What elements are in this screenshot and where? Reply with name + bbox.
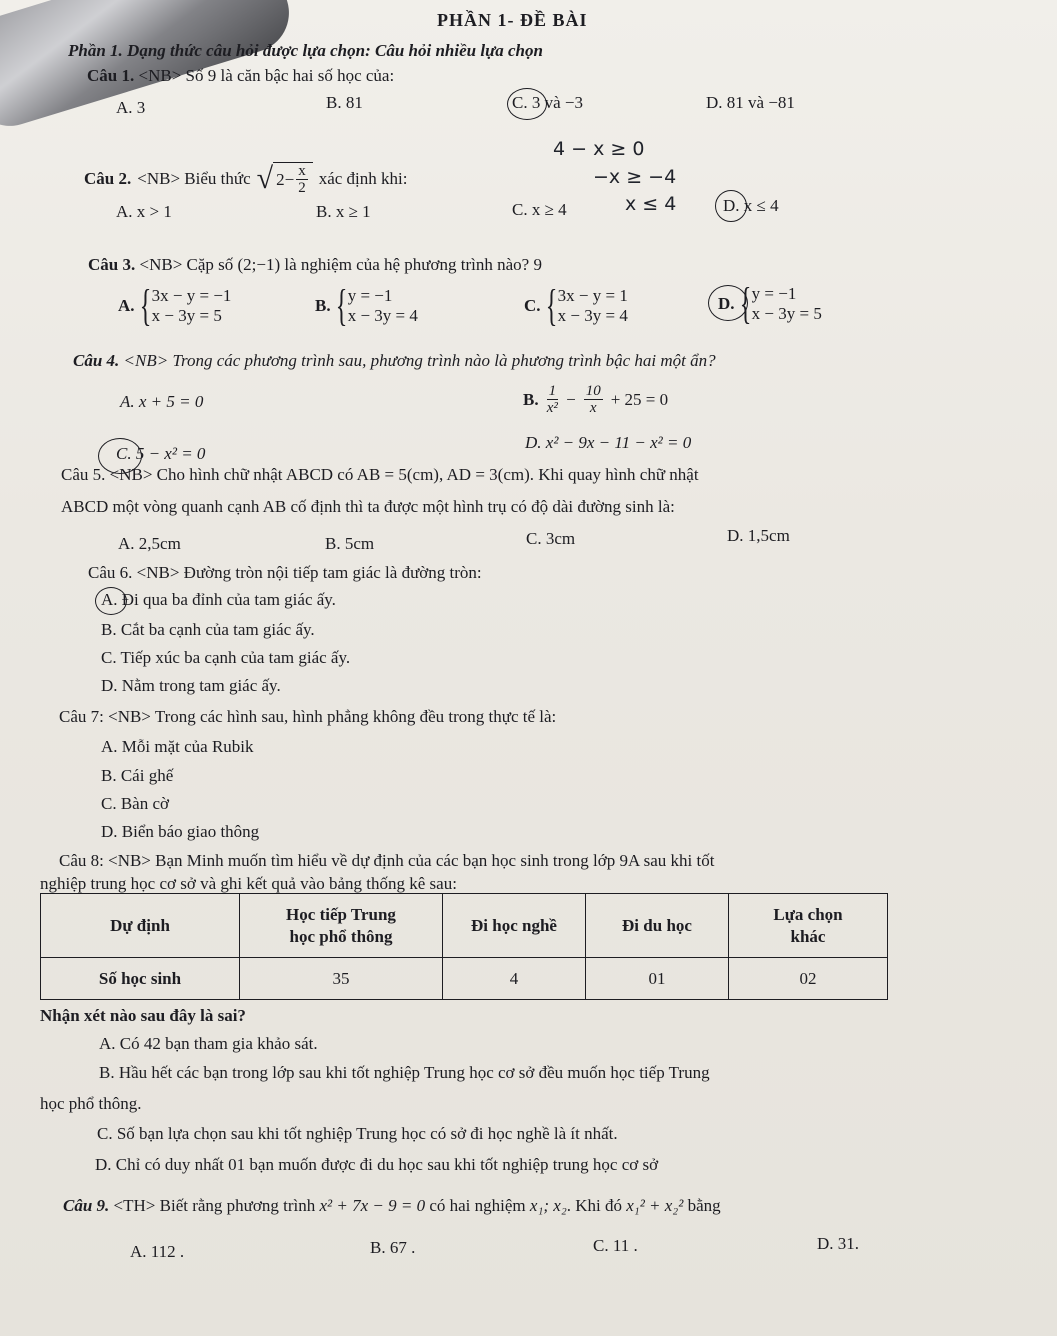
q4-option-b[interactable]: B. $\frac{1}{\text{x²}}$ − $\frac{10}{x}$ + 25 = 0 bbox=[523, 383, 669, 416]
table-cell: 02 bbox=[729, 958, 888, 1000]
q9-option-b[interactable]: B. 67 . bbox=[370, 1238, 416, 1257]
q2-option-b[interactable]: B. x ≥ 1 bbox=[316, 202, 371, 221]
q4-option-a[interactable]: A. x + 5 = 0 bbox=[120, 392, 204, 411]
q1-answer-circle bbox=[507, 88, 547, 120]
q8-option-c[interactable]: C. Số bạn lựa chọn sau khi tốt nghiệp Trung học có sở đi học nghề là ít nhất. bbox=[97, 1124, 618, 1143]
q9-option-d[interactable]: D. 31. bbox=[817, 1234, 860, 1253]
q1-option-c[interactable]: C. 3 và −3 bbox=[512, 93, 583, 112]
q8-stem-line1: Câu 8: <NB> Bạn Minh muốn tìm hiểu về dự định của các bạn học sinh trong lớp 9A sau khi tốt bbox=[59, 851, 715, 870]
q3-option-a[interactable]: A. { 3x − y = −1 x − 3y = 5 bbox=[118, 281, 232, 330]
q8-option-a[interactable]: A. Có 42 bạn tham gia khảo sát. bbox=[99, 1034, 318, 1053]
q4-option-c[interactable]: C. 5 − x² = 0 bbox=[116, 444, 206, 463]
q5-option-c[interactable]: C. 3cm bbox=[526, 529, 576, 548]
q8-option-d[interactable]: D. Chỉ có duy nhất 01 bạn muốn được đi du học sau khi tốt nghiệp trung học cơ sở bbox=[95, 1155, 659, 1174]
table-header-cell: Đi du học bbox=[586, 894, 729, 958]
q2-option-c[interactable]: C. x ≥ 4 bbox=[512, 200, 567, 219]
q6-stem: Câu 6. <NB> Đường tròn nội tiếp tam giác là đường tròn: bbox=[88, 563, 482, 582]
table-cell: 35 bbox=[240, 958, 443, 1000]
handwritten-note-2: −x ≥ −4 bbox=[593, 166, 677, 188]
handwritten-note-1: 4 − x ≥ 0 bbox=[553, 138, 645, 160]
q8-option-b-line2: học phổ thông. bbox=[40, 1094, 142, 1113]
q2-stem: Câu 2. <NB> Biểu thức √ 2− $\frac{x}{2}$ xác định khi: bbox=[84, 162, 408, 196]
handwritten-note-3: x ≤ 4 bbox=[625, 193, 677, 215]
q3-stem: Câu 3. <NB> Cặp số (2;−1) là nghiệm của hệ phương trình nào? 9 bbox=[88, 255, 542, 274]
q5-option-a[interactable]: A. 2,5cm bbox=[118, 534, 181, 553]
q6-option-c[interactable]: C. Tiếp xúc ba cạnh của tam giác ấy. bbox=[101, 648, 351, 667]
q6-answer-circle bbox=[95, 587, 127, 615]
q7-option-b[interactable]: B. Cái ghế bbox=[101, 766, 174, 785]
q6-option-a[interactable]: A. Đi qua ba đỉnh của tam giác ấy. bbox=[101, 590, 336, 609]
q4-option-d[interactable]: D. x² − 9x − 11 − x² = 0 bbox=[525, 433, 692, 452]
q9-option-a[interactable]: A. 112 . bbox=[130, 1242, 185, 1261]
q3-option-c[interactable]: C. { 3x − y = 1 x − 3y = 4 bbox=[524, 281, 628, 330]
q9-option-c[interactable]: C. 11 . bbox=[593, 1236, 638, 1255]
q8-stem-line2: nghiệp trung học cơ sở và ghi kết quả vào bảng thống kê sau: bbox=[40, 874, 457, 893]
q7-option-d[interactable]: D. Biển báo giao thông bbox=[101, 822, 260, 841]
q3-option-b[interactable]: B. { y = −1 x − 3y = 4 bbox=[315, 281, 418, 330]
q7-option-c[interactable]: C. Bàn cờ bbox=[101, 794, 170, 813]
table-header-cell: Học tiếp Trung học phổ thông bbox=[240, 894, 443, 958]
q4-stem: Câu 4. <NB> Trong các phương trình sau, phương trình nào là phương trình bậc hai một ẩn? bbox=[73, 351, 716, 370]
table-cell: 4 bbox=[443, 958, 586, 1000]
q8-question: Nhận xét nào sau đây là sai? bbox=[40, 1006, 246, 1025]
q7-option-a[interactable]: A. Mỗi mặt của Rubik bbox=[101, 737, 254, 756]
q2-option-d[interactable]: D. x ≤ 4 bbox=[723, 196, 779, 215]
q1-option-a[interactable]: A. 3 bbox=[116, 98, 146, 117]
q2-sqrt-expression: √ 2− $\frac{x}{2}$ bbox=[257, 162, 313, 196]
q9-stem: Câu 9. <TH> Biết rằng phương trình x² + 7x − 9 = 0 có hai nghiệm x₁; x₂. Khi đó x₁² + x₂² bằng bbox=[63, 1196, 721, 1215]
q6-option-d[interactable]: D. Nằm trong tam giác ấy. bbox=[101, 676, 281, 695]
table-cell: Số học sinh bbox=[41, 958, 240, 1000]
q6-option-b[interactable]: B. Cắt ba cạnh của tam giác ấy. bbox=[101, 620, 315, 639]
table-header-cell: Dự định bbox=[41, 894, 240, 958]
q1-option-b[interactable]: B. 81 bbox=[326, 93, 363, 112]
q3-option-d[interactable]: D. { y = −1 x − 3y = 5 bbox=[718, 279, 822, 328]
q1-option-d[interactable]: D. 81 và −81 bbox=[706, 93, 795, 112]
q7-stem: Câu 7: <NB> Trong các hình sau, hình phẳng không đều trong thực tế là: bbox=[59, 707, 557, 726]
q1-stem: Câu 1. <NB> Số 9 là căn bậc hai số học của: bbox=[87, 66, 395, 85]
q3-answer-circle bbox=[708, 285, 748, 321]
q5-option-d[interactable]: D. 1,5cm bbox=[727, 526, 790, 545]
q5-option-b[interactable]: B. 5cm bbox=[325, 534, 375, 553]
q8-option-b-line1[interactable]: B. Hầu hết các bạn trong lớp sau khi tốt nghiệp Trung học cơ sở đều muốn học tiếp Trung bbox=[99, 1063, 710, 1082]
table-cell: 01 bbox=[586, 958, 729, 1000]
q2-answer-circle bbox=[715, 190, 747, 222]
part1-title: Phần 1. Dạng thức câu hỏi được lựa chọn: Câu hỏi nhiều lựa chọn bbox=[68, 41, 543, 60]
q5-stem-line1: Câu 5. <NB> Cho hình chữ nhật ABCD có AB = 5(cm), AD = 3(cm). Khi quay hình chữ nhật bbox=[61, 465, 699, 484]
table-header-cell: Lựa chọn khác bbox=[729, 894, 888, 958]
q5-stem-line2: ABCD một vòng quanh cạnh AB cố định thì ta được một hình trụ có độ dài đường sinh là: bbox=[61, 497, 675, 516]
q8-statistics-table bbox=[40, 893, 888, 1000]
table-header-cell: Đi học nghề bbox=[443, 894, 586, 958]
q2-option-a[interactable]: A. x > 1 bbox=[116, 202, 172, 221]
page-header: PHẦN 1- ĐỀ BÀI bbox=[437, 10, 588, 30]
